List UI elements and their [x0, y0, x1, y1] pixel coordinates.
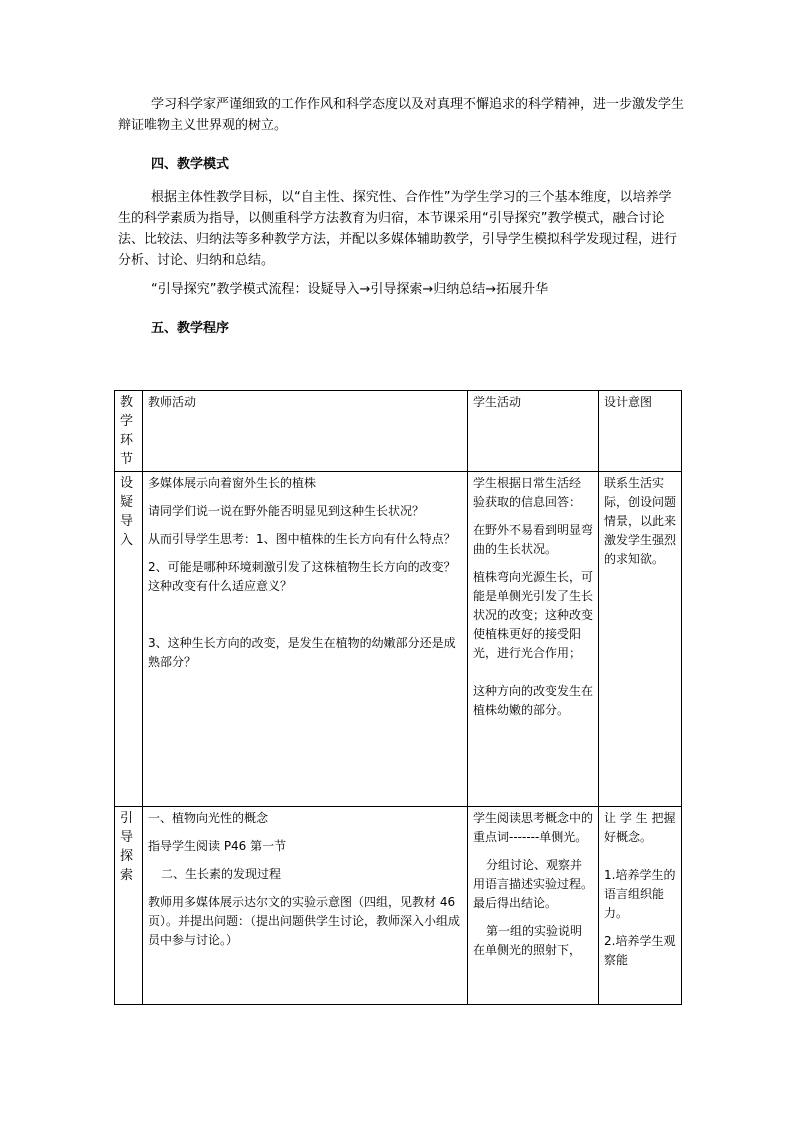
teacher-line: 一、植物向光性的概念 [148, 811, 269, 825]
table-header-row [115, 391, 682, 472]
teaching-flow: “引导探究”教学模式流程：设疑导入→引导探索→归纳总结→拓展升华 [151, 282, 549, 297]
teacher-line: 指导学生阅读 P46 第一节 [148, 839, 287, 853]
section4-heading: 四、教学模式 [151, 157, 230, 172]
teacher-line: 二、生长素的发现过程 [161, 867, 282, 881]
design-line: 2.培养学生观察能 [604, 934, 676, 967]
student-activity-intro [468, 472, 599, 807]
header-student: 学生活动 [468, 391, 599, 472]
section4-paragraph: 根据主体性教学目标，以“自主性、探究性、合作性”为学生学习的三个基本维度，以培养学生的科学素质为指导，以侧重科学方法教育为归宿，本节课采用“引导探究”教学模式，融合讨论法、比较法、归纳法等多种教学方法，并配以多媒体辅助教学，引导学生模拟科学发现过程，进行分析、讨论、归纳和总结。 [118, 190, 678, 268]
design-line: 让 学 生 把握好概念。 [604, 811, 676, 844]
teacher-activity-intro [143, 472, 468, 807]
teacher-line: 从而引导学生思考：1、图中植株的生长方向有什么特点？ [148, 532, 456, 546]
student-activity-explore [468, 807, 599, 1005]
teacher-line: 2、可能是哪种环境刺激引发了这株植物生长方向的改变？这种改变有什么适应意义？ [148, 560, 456, 593]
teacher-line: 多媒体展示向着窗外生长的植株 [148, 476, 317, 490]
teacher-line: 教师用多媒体展示达尔文的实验示意图（四组，见教材 46页）。并提出问题：（提出问题供学生讨论，教师深入小组成员中参与讨论。） [148, 895, 461, 947]
design-line: 1.培养学生的语言组织能力。 [604, 868, 676, 920]
stage-explore: 引导探索 [115, 807, 143, 1005]
teaching-procedure-table [114, 390, 682, 1005]
table-row-explore [115, 807, 682, 1005]
student-line: 学生根据日常生活经 验获取的信息回答： [473, 476, 582, 509]
table-row-intro [115, 472, 682, 807]
teacher-line: 请同学们说一说在野外能否明显见到这种生长状况？ [148, 504, 425, 518]
student-line: 这种方向的改变发生在植株幼嫩的部分。 [473, 684, 594, 717]
header-design: 设计意图 [599, 391, 682, 472]
stage-intro: 设疑导入 [115, 472, 143, 807]
student-line: 第一组的实验说明在单侧光的照射下， [473, 924, 583, 957]
intro-paragraph: 学习科学家严谨细致的工作作风和科学态度以及对真理不懈追求的科学精神，进一步激发学生辩证唯物主义世界观的树立。 [118, 97, 685, 133]
student-line: 分组讨论、观察并用语言描述实验过程。最后得出结论。 [473, 858, 594, 910]
design-intent-intro [599, 472, 682, 807]
student-line: 植株弯向光源生长，可能是单侧光引发了生长状况的改变；这种改变使植株更好的接受阳光，进行光合作用； [473, 570, 594, 660]
teacher-activity-explore [143, 807, 468, 1005]
header-stage: 教学环节 [115, 391, 143, 472]
design-intent-explore [599, 807, 682, 1005]
student-line: 学生阅读思考概念中的重点词-------单侧光。 [473, 811, 594, 844]
header-teacher: 教师活动 [143, 391, 468, 472]
section5-heading: 五、教学程序 [151, 321, 230, 336]
teacher-line: 3、这种生长方向的改变，是发生在植物的幼嫩部分还是成熟部分？ [148, 636, 456, 669]
student-line: 在野外不易看到明显弯曲的生长状况。 [473, 523, 594, 556]
design-line: 联系生活实际，创设问题情景，以此来激发学生强烈的求知欲。 [604, 476, 677, 566]
